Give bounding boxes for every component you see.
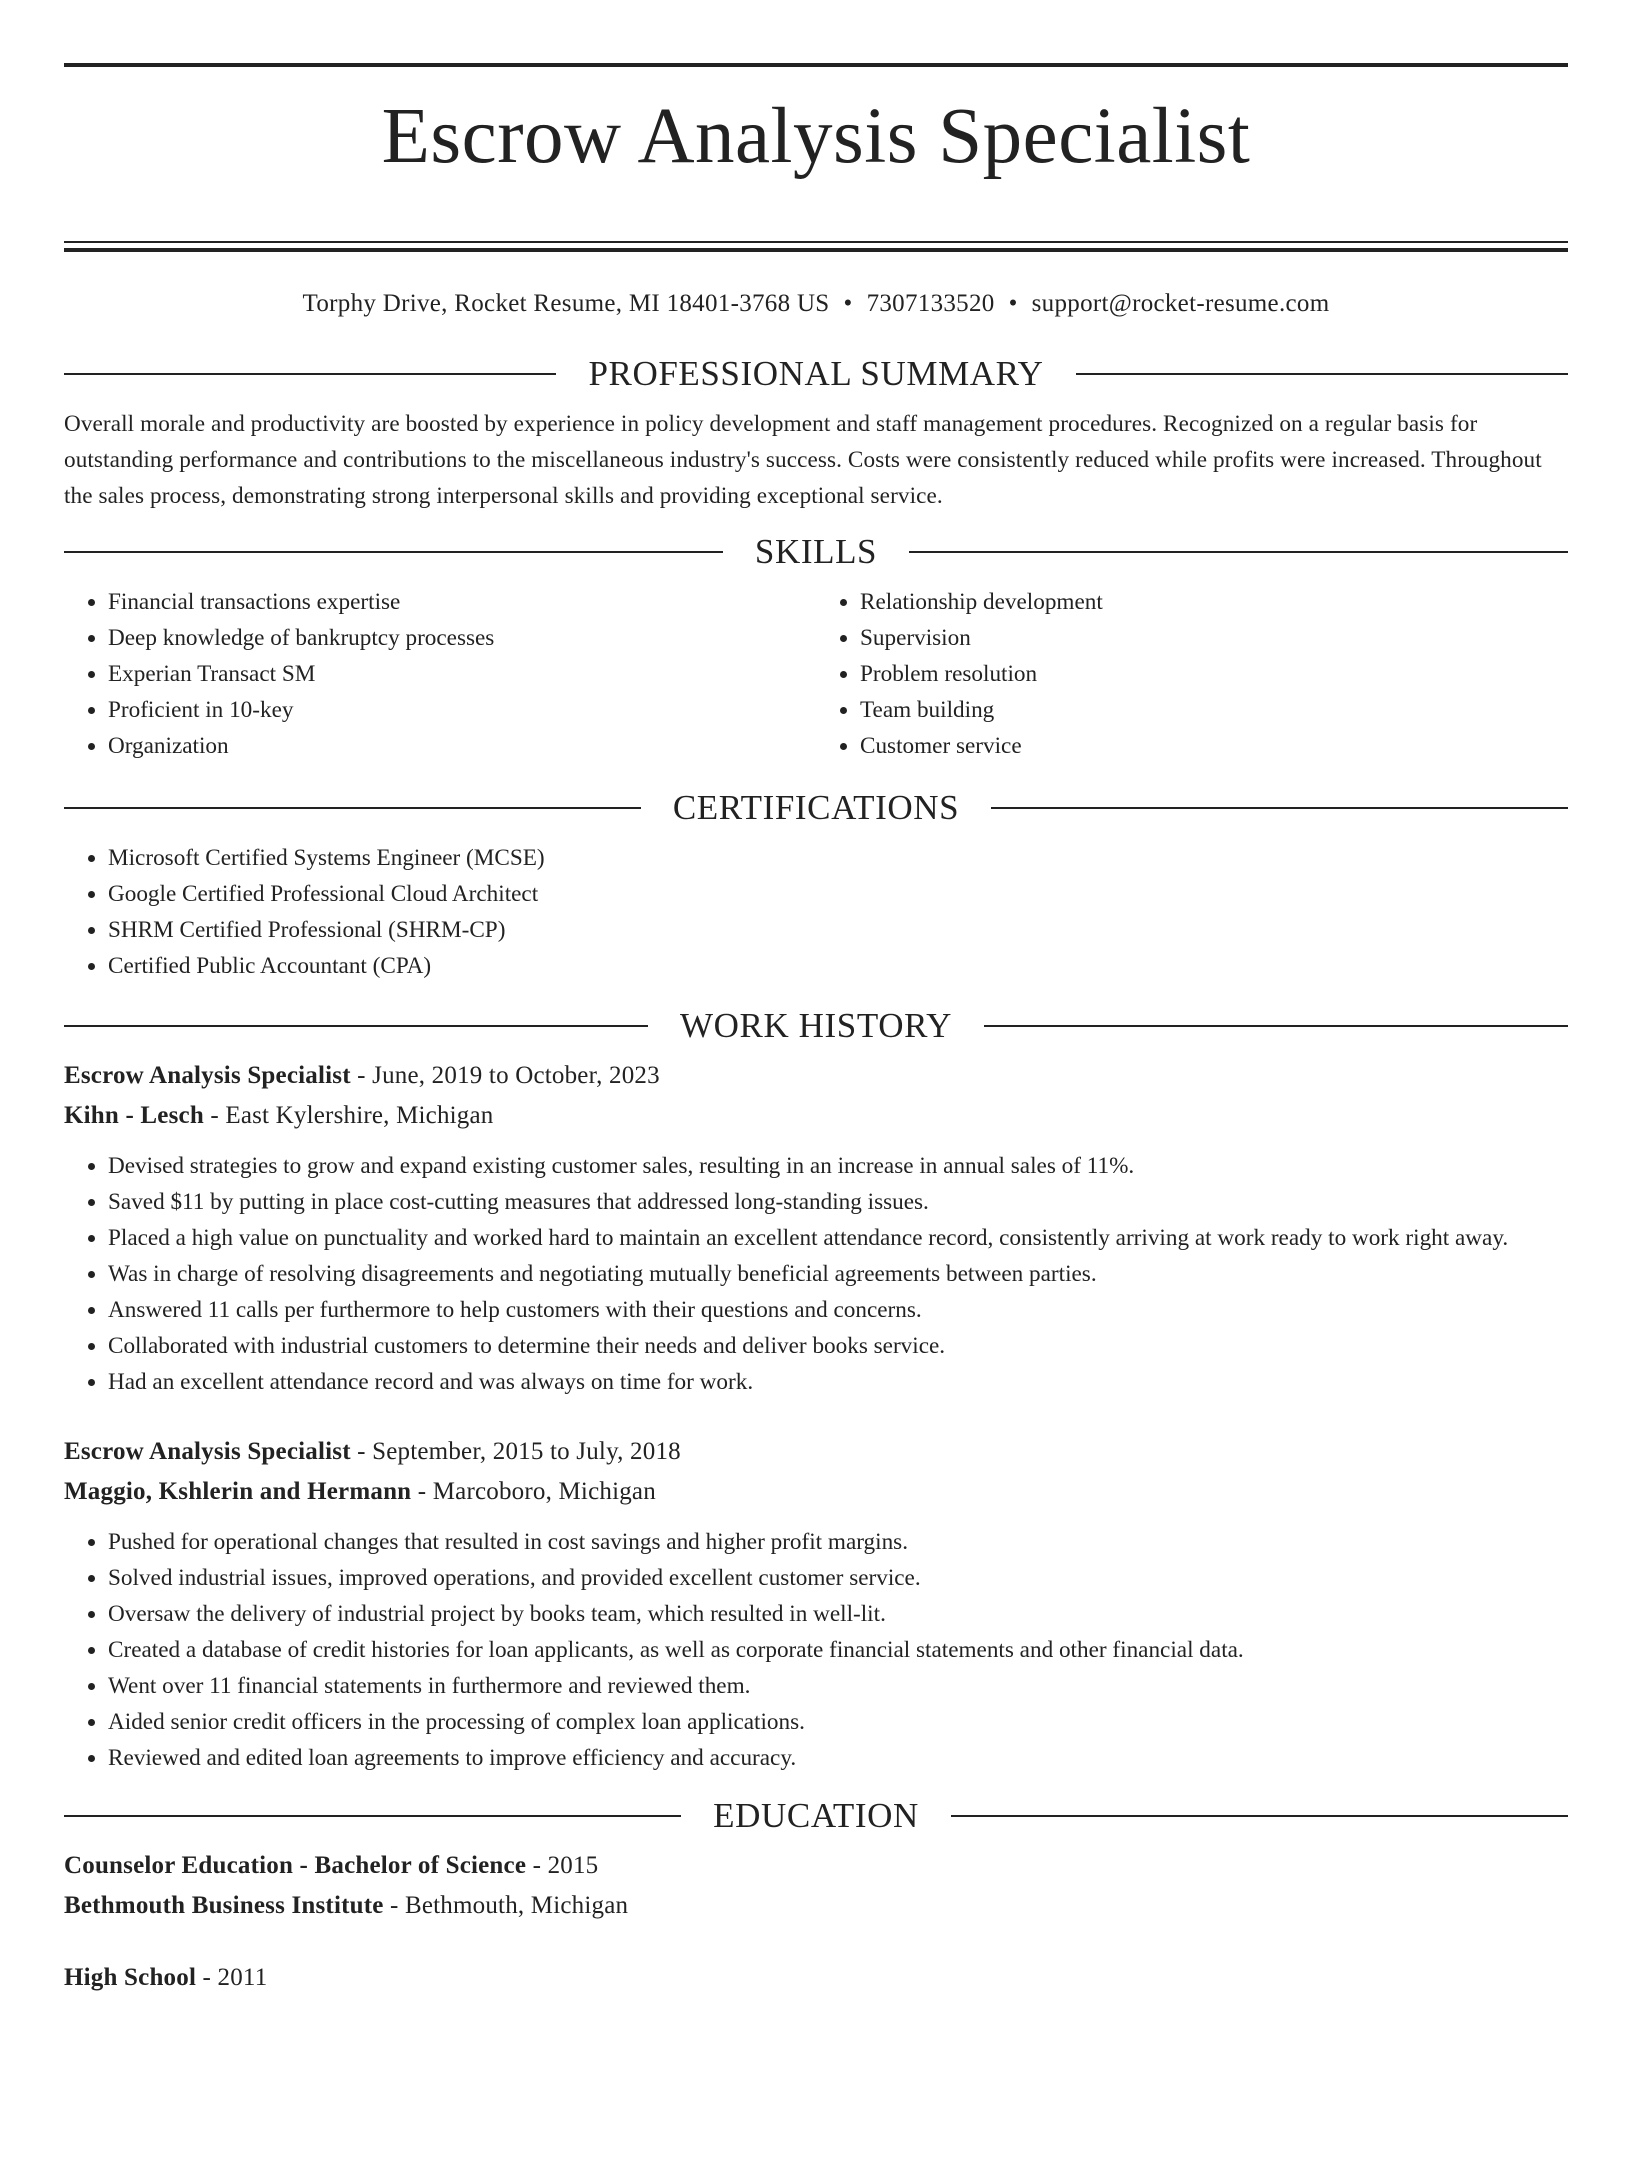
education-school: Bethmouth Business Institute xyxy=(64,1892,384,1919)
heading-rule xyxy=(951,1815,1568,1817)
skill-item: • Problem resolution xyxy=(860,656,1568,692)
job-bullet: • Solved industrial issues, improved operations, and provided excellent customer service. xyxy=(108,1560,1568,1596)
job-dates: - September, 2015 to July, 2018 xyxy=(350,1438,681,1465)
heading-rule xyxy=(1076,373,1568,375)
contact-separator: • xyxy=(843,290,853,317)
skill-item: • Relationship development xyxy=(860,584,1568,620)
education-degree: High School xyxy=(64,1964,197,1991)
summary-heading xyxy=(64,354,1568,394)
skill-item: • Experian Transact SM xyxy=(108,656,816,692)
certification-item: • Google Certified Professional Cloud Architect xyxy=(108,876,1568,912)
skill-item: • Organization xyxy=(108,728,816,764)
job-company-line xyxy=(64,1096,1568,1136)
job-bullet: • Devised strategies to grow and expand existing customer sales, resulting in an increase in annual sales of 11%. xyxy=(108,1148,1568,1184)
heading-rule xyxy=(64,1025,648,1027)
work-history-title: WORK HISTORY xyxy=(680,1006,952,1045)
resume-name: Escrow Analysis Specialist xyxy=(381,93,1251,180)
work-history-heading xyxy=(64,1006,1568,1046)
skills-title: SKILLS xyxy=(754,532,878,571)
job-company: Maggio, Kshlerin and Hermann xyxy=(64,1478,412,1505)
summary-text: Overall morale and productivity are boosted by experience in policy development and staff management procedures. Recognized on a regular basis for outstanding performance and contributions to the miscellaneous industry's success. Costs were consistently reduced while profits were increased. Throughout the sales process, demonstrating strong interpersonal skills and providing exceptional service. xyxy=(64,411,1542,509)
name-double-rule xyxy=(64,241,1568,252)
job-bullet: • Went over 11 financial statements in furthermore and reviewed them. xyxy=(108,1668,1568,1704)
skill-item: • Team building xyxy=(860,692,1568,728)
certification-item: • SHRM Certified Professional (SHRM-CP) xyxy=(108,912,1568,948)
job-role: Escrow Analysis Specialist xyxy=(64,1062,351,1089)
skills-column-right xyxy=(816,584,1568,764)
job-role: Escrow Analysis Specialist xyxy=(64,1438,351,1465)
education-degree-line xyxy=(64,1846,1568,1886)
heading-rule xyxy=(991,807,1568,809)
job-bullets xyxy=(64,1524,1568,1776)
heading-rule xyxy=(64,1815,681,1817)
skills-list xyxy=(64,584,1568,764)
education-entry xyxy=(64,1958,1568,1998)
certification-item: • Certified Public Accountant (CPA) xyxy=(108,948,1568,984)
job-title-line xyxy=(64,1432,1568,1472)
job-bullet: • Answered 11 calls per furthermore to help customers with their questions and concerns. xyxy=(108,1292,1568,1328)
job-bullets xyxy=(64,1148,1568,1400)
education-degree-line xyxy=(64,1958,1568,1998)
skill-item: • Deep knowledge of bankruptcy processes xyxy=(108,620,816,656)
skills-heading xyxy=(64,532,1568,572)
contact-address: Torphy Drive, Rocket Resume, MI 18401-3768 US xyxy=(302,290,830,317)
job-bullet: • Oversaw the delivery of industrial project by books team, which resulted in well-lit. xyxy=(108,1596,1568,1632)
job-entry xyxy=(64,1056,1568,1400)
job-bullet: • Pushed for operational changes that resulted in cost savings and higher profit margins. xyxy=(108,1524,1568,1560)
certification-item: • Microsoft Certified Systems Engineer (MCSE) xyxy=(108,840,1568,876)
certifications-title: CERTIFICATIONS xyxy=(672,788,960,827)
certifications-heading xyxy=(64,788,1568,828)
heading-rule xyxy=(64,807,641,809)
skills-column-left xyxy=(64,584,816,764)
contact-separator: • xyxy=(1008,290,1018,317)
job-company: Kihn - Lesch xyxy=(64,1102,204,1129)
job-company-line xyxy=(64,1472,1568,1512)
heading-rule xyxy=(984,1025,1568,1027)
education-entry xyxy=(64,1846,1568,1926)
skill-item: • Proficient in 10-key xyxy=(108,692,816,728)
contact-line xyxy=(64,288,1568,320)
heading-rule xyxy=(64,551,723,553)
job-bullet: • Placed a high value on punctuality and worked hard to maintain an excellent attendance record, consistently arriving at work ready to work right away. xyxy=(108,1220,1568,1256)
job-bullet: • Saved $11 by putting in place cost-cutting measures that addressed long-standing issues. xyxy=(108,1184,1568,1220)
job-bullet: • Created a database of credit histories for loan applicants, as well as corporate financial statements and other financial data. xyxy=(108,1632,1568,1668)
resume-page xyxy=(0,63,1632,2175)
job-bullet: • Aided senior credit officers in the processing of complex loan applications. xyxy=(108,1704,1568,1740)
skill-item: • Customer service xyxy=(860,728,1568,764)
education-school-line xyxy=(64,1886,1568,1926)
job-dates: - June, 2019 to October, 2023 xyxy=(350,1062,660,1089)
job-location: - East Kylershire, Michigan xyxy=(203,1102,494,1129)
education-degree: Counselor Education - Bachelor of Science xyxy=(64,1852,527,1879)
education-heading xyxy=(64,1796,1568,1836)
job-location: - Marcoboro, Michigan xyxy=(411,1478,656,1505)
job-bullet: • Collaborated with industrial customers to determine their needs and deliver books service. xyxy=(108,1328,1568,1364)
job-entry xyxy=(64,1432,1568,1776)
contact-email: support@rocket-resume.com xyxy=(1031,290,1330,317)
certifications-list xyxy=(64,840,1568,984)
job-bullet: • Reviewed and edited loan agreements to improve efficiency and accuracy. xyxy=(108,1740,1568,1776)
job-title-line xyxy=(64,1056,1568,1096)
heading-rule xyxy=(64,373,556,375)
summary-title: PROFESSIONAL SUMMARY xyxy=(588,354,1044,393)
skill-item: • Financial transactions expertise xyxy=(108,584,816,620)
contact-phone: 7307133520 xyxy=(866,290,995,317)
skill-item: • Supervision xyxy=(860,620,1568,656)
job-bullet: • Was in charge of resolving disagreements and negotiating mutually beneficial agreements between parties. xyxy=(108,1256,1568,1292)
education-location: - Bethmouth, Michigan xyxy=(383,1892,629,1919)
education-year: - 2011 xyxy=(196,1964,268,1991)
heading-rule xyxy=(909,551,1568,553)
education-year: - 2015 xyxy=(526,1852,599,1879)
education-title: EDUCATION xyxy=(713,1796,919,1835)
job-bullet: • Had an excellent attendance record and was always on time for work. xyxy=(108,1364,1568,1400)
